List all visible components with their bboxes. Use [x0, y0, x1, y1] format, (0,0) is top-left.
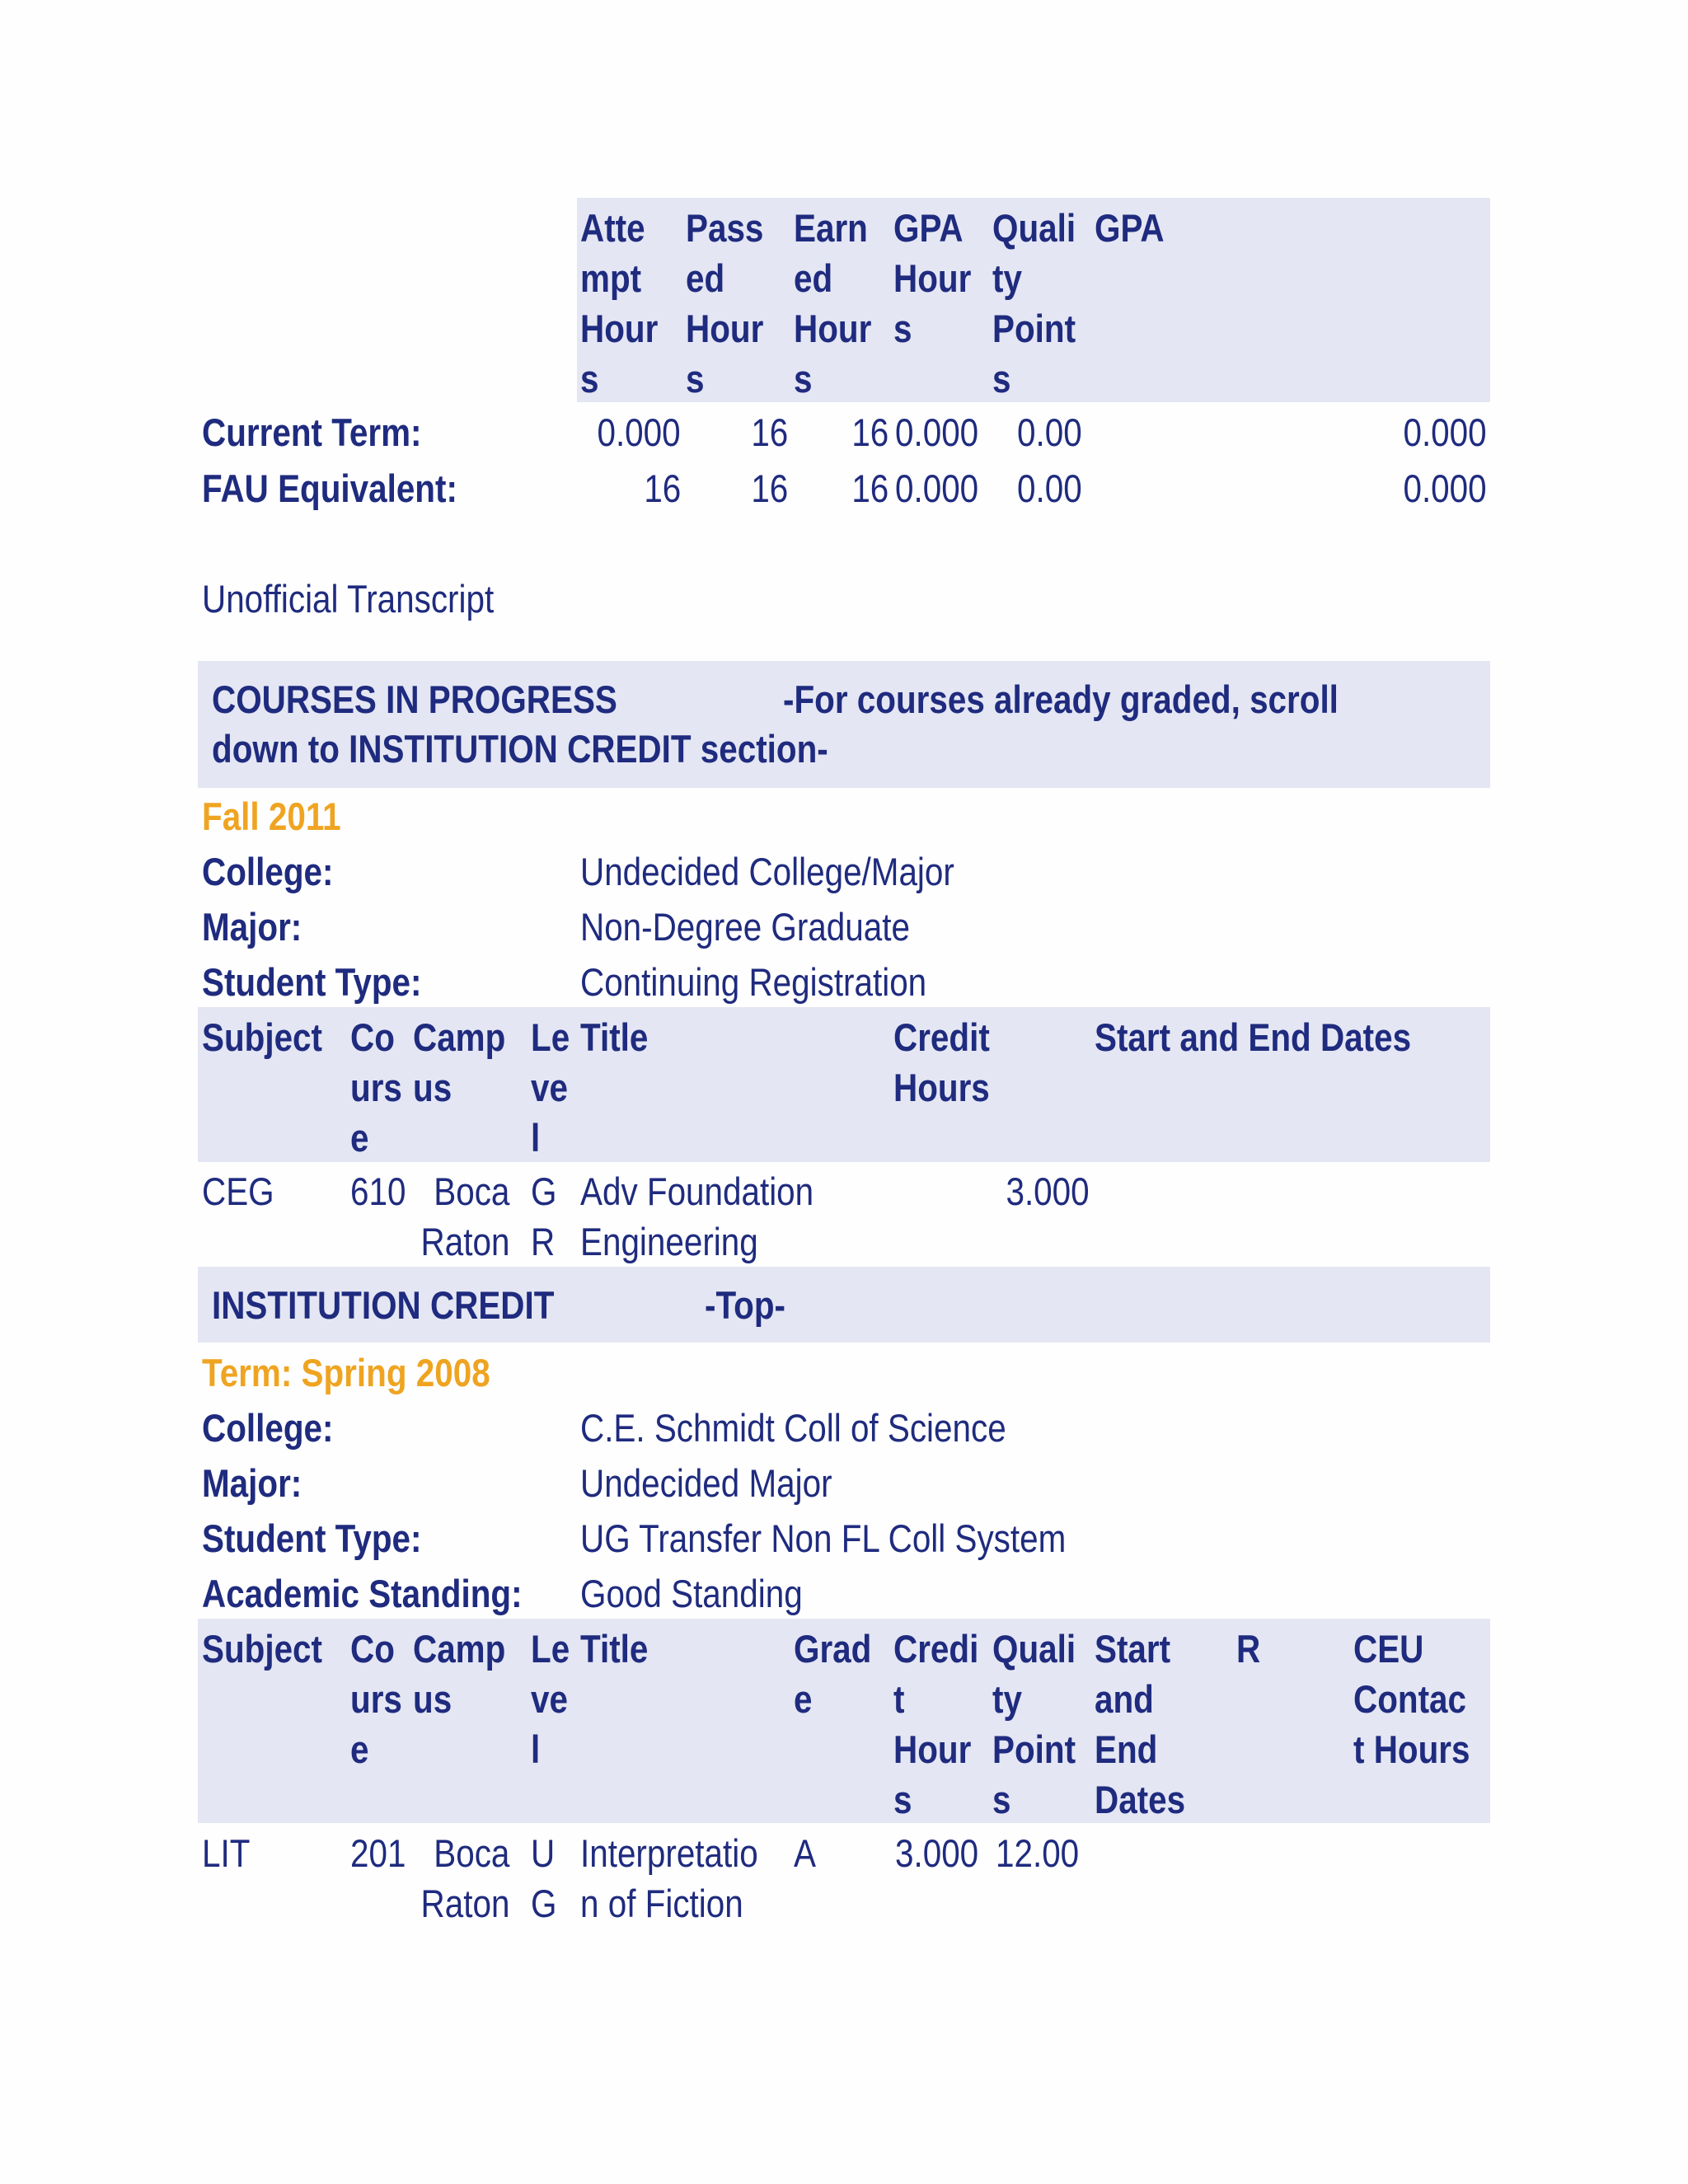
col-title: Title: [580, 1627, 649, 1671]
course-level: U G: [531, 1831, 557, 1925]
col-quality-points: Quali ty Point s: [992, 1627, 1076, 1821]
term-fall-2011: Fall 2011: [202, 794, 341, 838]
summary-row-label: FAU Equivalent:: [202, 466, 457, 510]
summary-quality-points-value: 0.00: [1017, 410, 1082, 454]
summary-row-label: Current Term:: [202, 410, 422, 454]
course-title: Interpretatio n of Fiction: [580, 1831, 758, 1925]
col-credit-hours: Credi t Hour s: [893, 1627, 979, 1821]
summary-gpa-value: 0.000: [1403, 410, 1487, 454]
summary-header-passed: Pass ed Hour s: [686, 206, 764, 401]
summary-header-earned: Earn ed Hour s: [794, 206, 872, 401]
course-level: G R: [531, 1169, 557, 1263]
col-campus: Camp us: [413, 1015, 506, 1109]
info-label-student-type: Student Type:: [202, 1516, 422, 1560]
course-grade: A: [794, 1831, 816, 1875]
col-subject: Subject: [202, 1627, 322, 1671]
info-label-major: Major:: [202, 1461, 302, 1505]
col-credit-hours: Credit Hours: [893, 1015, 990, 1109]
summary-gpa-hours-value: 0.000: [895, 410, 979, 454]
top-link[interactable]: -Top-: [705, 1283, 785, 1327]
summary-header-gpa-hours: GPA Hour s: [893, 206, 972, 350]
term-spring-2008: Term: Spring 2008: [202, 1351, 490, 1394]
summary-passed-value: 16: [751, 466, 788, 510]
col-grade: Grad e: [794, 1627, 872, 1721]
unofficial-transcript-label: Unofficial Transcript: [202, 577, 495, 621]
scroll-to-institution-credit-link[interactable]: -For courses already graded, scroll: [783, 677, 1339, 721]
col-subject: Subject: [202, 1015, 322, 1059]
col-start-end-dates: Start and End Dates: [1095, 1627, 1186, 1821]
course-campus: Boca Raton: [420, 1831, 509, 1925]
course-subject: LIT: [202, 1831, 251, 1875]
summary-gpa-hours-value: 0.000: [895, 466, 979, 510]
summary-quality-points-value: 0.00: [1017, 466, 1082, 510]
course-credit-hours: 3.000: [1006, 1169, 1090, 1213]
summary-passed-value: 16: [751, 410, 788, 454]
course-quality-points: 12.00: [996, 1831, 1080, 1875]
summary-header-quality-points: Quali ty Point s: [992, 206, 1076, 401]
summary-attempt-value: 16: [644, 466, 681, 510]
courses-in-progress-heading-continued: down to INSTITUTION CREDIT section-: [212, 727, 828, 771]
summary-header-gpa: GPA: [1095, 206, 1165, 250]
courses-in-progress-heading: COURSES IN PROGRESS: [212, 677, 617, 721]
col-level: Le ve l: [531, 1627, 570, 1771]
info-label-student-type: Student Type:: [202, 960, 422, 1004]
summary-attempt-value: 0.000: [597, 410, 681, 454]
info-label-college: College:: [202, 1406, 334, 1450]
col-title: Title: [580, 1015, 649, 1059]
info-value-student-type: UG Transfer Non FL Coll System: [580, 1516, 1067, 1560]
col-r: R: [1236, 1627, 1261, 1671]
course-credit-hours: 3.000: [895, 1831, 979, 1875]
summary-earned-value: 16: [851, 410, 889, 454]
course-number: 610: [350, 1169, 406, 1213]
summary-earned-value: 16: [851, 466, 889, 510]
col-ceu-contact-hours: CEU Contac t Hours: [1353, 1627, 1470, 1771]
info-value-academic-standing: Good Standing: [580, 1572, 803, 1615]
col-start-end-dates: Start and End Dates: [1095, 1015, 1412, 1059]
institution-credit-heading: INSTITUTION CREDIT: [212, 1283, 555, 1327]
info-value-college: C.E. Schmidt Coll of Science: [580, 1406, 1006, 1450]
col-course: Co urs e: [350, 1627, 402, 1771]
info-label-major: Major:: [202, 905, 302, 949]
summary-gpa-value: 0.000: [1403, 466, 1487, 510]
info-label-college: College:: [202, 850, 334, 893]
course-subject: CEG: [202, 1169, 274, 1213]
info-label-academic-standing: Academic Standing:: [202, 1572, 523, 1615]
summary-header-attempt: Atte mpt Hour s: [580, 206, 659, 401]
course-number: 201: [350, 1831, 406, 1875]
course-campus: Boca Raton: [420, 1169, 509, 1263]
info-value-major: Non-Degree Graduate: [580, 905, 910, 949]
course-title: Adv Foundation Engineering: [580, 1169, 814, 1263]
info-value-college: Undecided College/Major: [580, 850, 954, 893]
info-value-major: Undecided Major: [580, 1461, 832, 1505]
info-value-student-type: Continuing Registration: [580, 960, 927, 1004]
col-course: Co urs e: [350, 1015, 402, 1160]
col-campus: Camp us: [413, 1627, 506, 1721]
col-level: Le ve l: [531, 1015, 570, 1160]
